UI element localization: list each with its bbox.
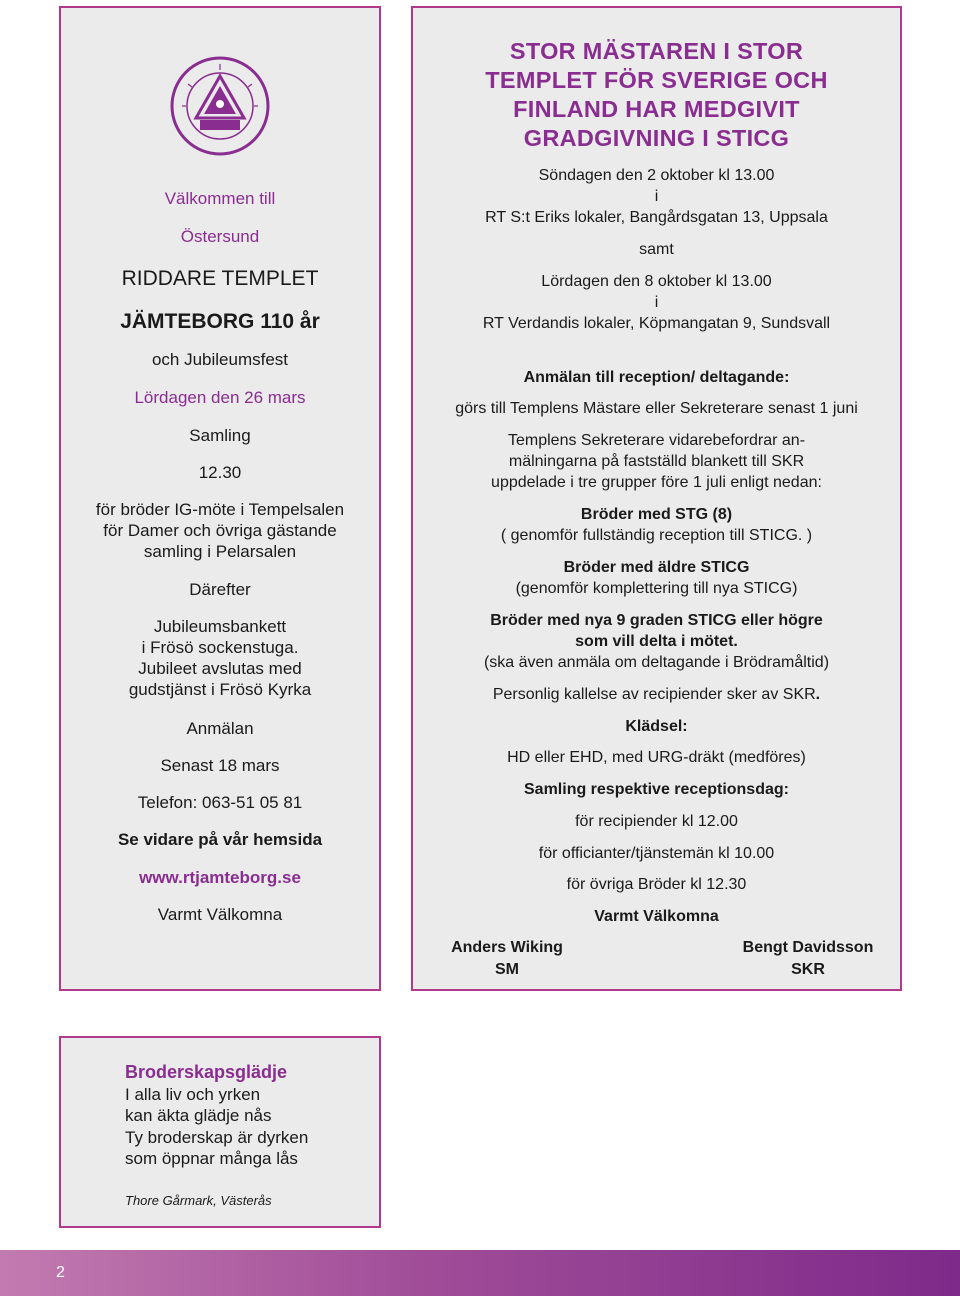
event-date: Lördagen den 26 mars xyxy=(134,388,306,407)
in-text: i xyxy=(654,294,659,311)
poem-line: kan äkta glädje nås xyxy=(125,1106,272,1125)
signup-label: Anmälan xyxy=(186,719,254,738)
footer-bar xyxy=(0,1250,960,1296)
signer-name: Bengt Davidsson xyxy=(742,939,874,956)
after-label: Därefter xyxy=(189,580,251,599)
secretary-line: Templens Sekreterare vidarebefordrar an- xyxy=(507,432,806,449)
invitation-text xyxy=(413,684,900,706)
right-panel xyxy=(411,6,902,991)
dress-text: HD eller EHD, med URG-dräkt (medföres) xyxy=(507,749,806,766)
group1-heading: Bröder med STG (8) xyxy=(580,506,733,523)
schedule-heading: Samling respektive receptionsdag: xyxy=(524,781,789,798)
title-line: GRADGIVNING I STICG xyxy=(523,125,790,151)
website-label: Se vidare på vår hemsida xyxy=(117,830,323,849)
group3-text: (ska även anmäla om deltagande i Brödramåltid) xyxy=(483,654,830,671)
banquet-line: Jubileet avslutas med xyxy=(138,659,302,678)
invitation-body: Personlig kallelse av recipiender sker av SKR xyxy=(492,686,816,703)
poem-line: Ty broderskap är dyrken xyxy=(125,1128,309,1147)
title-line: STOR MÄSTAREN I STOR xyxy=(509,38,804,64)
banquet-line: Jubileumsbankett xyxy=(153,617,287,636)
poem-panel xyxy=(59,1036,381,1228)
and-text: samt xyxy=(639,241,674,258)
banquet-line: i Frösö sockenstuga. xyxy=(141,638,299,657)
closing-text: Varmt Välkomna xyxy=(594,908,719,925)
signer-title: SKR xyxy=(791,960,825,978)
schedule-line: för övriga Bröder kl 12.30 xyxy=(566,876,747,893)
closing-text: Varmt Välkomna xyxy=(157,905,283,924)
event-text: och Jubileumsfest xyxy=(151,350,289,369)
website-link[interactable]: www.rtjamteborg.se xyxy=(139,868,301,887)
group2-text: (genomför komplettering till nya STICG) xyxy=(515,580,798,597)
group3-heading: som vill delta i mötet. xyxy=(575,633,738,650)
poem-title: Broderskapsglädje xyxy=(125,1062,288,1082)
banquet-line: gudstjänst i Frösö Kyrka xyxy=(128,680,312,699)
group1-text: ( genomför fullständig reception till STICG. ) xyxy=(500,527,813,544)
date-sundsvall: Lördagen den 8 oktober kl 13.00 xyxy=(541,273,772,290)
welcome-text: Välkommen till xyxy=(164,189,276,208)
secretary-line: mälningarna på fastställd blankett till SKR xyxy=(508,453,805,470)
schedule-line: för recipiender kl 12.00 xyxy=(575,813,738,830)
temple-seal-logo xyxy=(170,56,270,156)
signup-text: görs till Templens Mästare eller Sekreterare senast 1 juni xyxy=(455,400,858,417)
date-uppsala: Söndagen den 2 oktober kl 13.00 xyxy=(538,167,775,184)
page-number: 2 xyxy=(56,1264,65,1281)
gathering-line: samling i Pelarsalen xyxy=(143,542,297,561)
org-title: RIDDARE TEMPLET xyxy=(121,267,319,290)
signer-skr xyxy=(733,937,883,980)
poem-line: I alla liv och yrken xyxy=(125,1085,261,1104)
city-text: Östersund xyxy=(180,227,260,246)
gathering-line: för Damer och övriga gästande xyxy=(103,521,337,540)
gathering-label: Samling xyxy=(189,426,251,445)
left-panel xyxy=(59,6,381,991)
place-sundsvall: RT Verdandis lokaler, Köpmangatan 9, Sundsvall xyxy=(482,315,831,332)
poem-author: Thore Gårmark, Västerås xyxy=(125,1193,272,1208)
invitation-period: . xyxy=(815,686,821,703)
group2-heading: Bröder med äldre STICG xyxy=(563,559,750,576)
secretary-line: uppdelade i tre grupper före 1 juli enligt nedan: xyxy=(491,474,822,491)
title-line: TEMPLET FÖR SVERIGE OCH xyxy=(485,67,828,93)
dress-heading: Klädsel: xyxy=(625,718,688,735)
phone-text: Telefon: 063-51 05 81 xyxy=(137,793,303,812)
poem-line: som öppnar många lås xyxy=(125,1149,298,1168)
title-line: FINLAND HAR MEDGIVIT xyxy=(513,96,800,122)
group3-heading: Bröder med nya 9 graden STICG eller högre xyxy=(490,612,823,629)
signup-heading: Anmälan till reception/ deltagande: xyxy=(523,369,790,386)
signup-deadline: Senast 18 mars xyxy=(160,756,280,775)
signer-sm xyxy=(427,937,587,980)
temple-name: JÄMTEBORG 110 år xyxy=(120,310,320,333)
place-uppsala: RT S:t Eriks lokaler, Bangårdsgatan 13, Uppsala xyxy=(485,209,828,226)
gathering-time: 12.30 xyxy=(198,463,242,482)
gathering-line: för bröder IG-möte i Tempelsalen xyxy=(95,500,345,519)
in-text: i xyxy=(654,188,659,205)
schedule-line: för officianter/tjänstemän kl 10.00 xyxy=(538,845,775,862)
signer-name: Anders Wiking xyxy=(451,939,563,956)
signer-title: SM xyxy=(495,960,519,978)
